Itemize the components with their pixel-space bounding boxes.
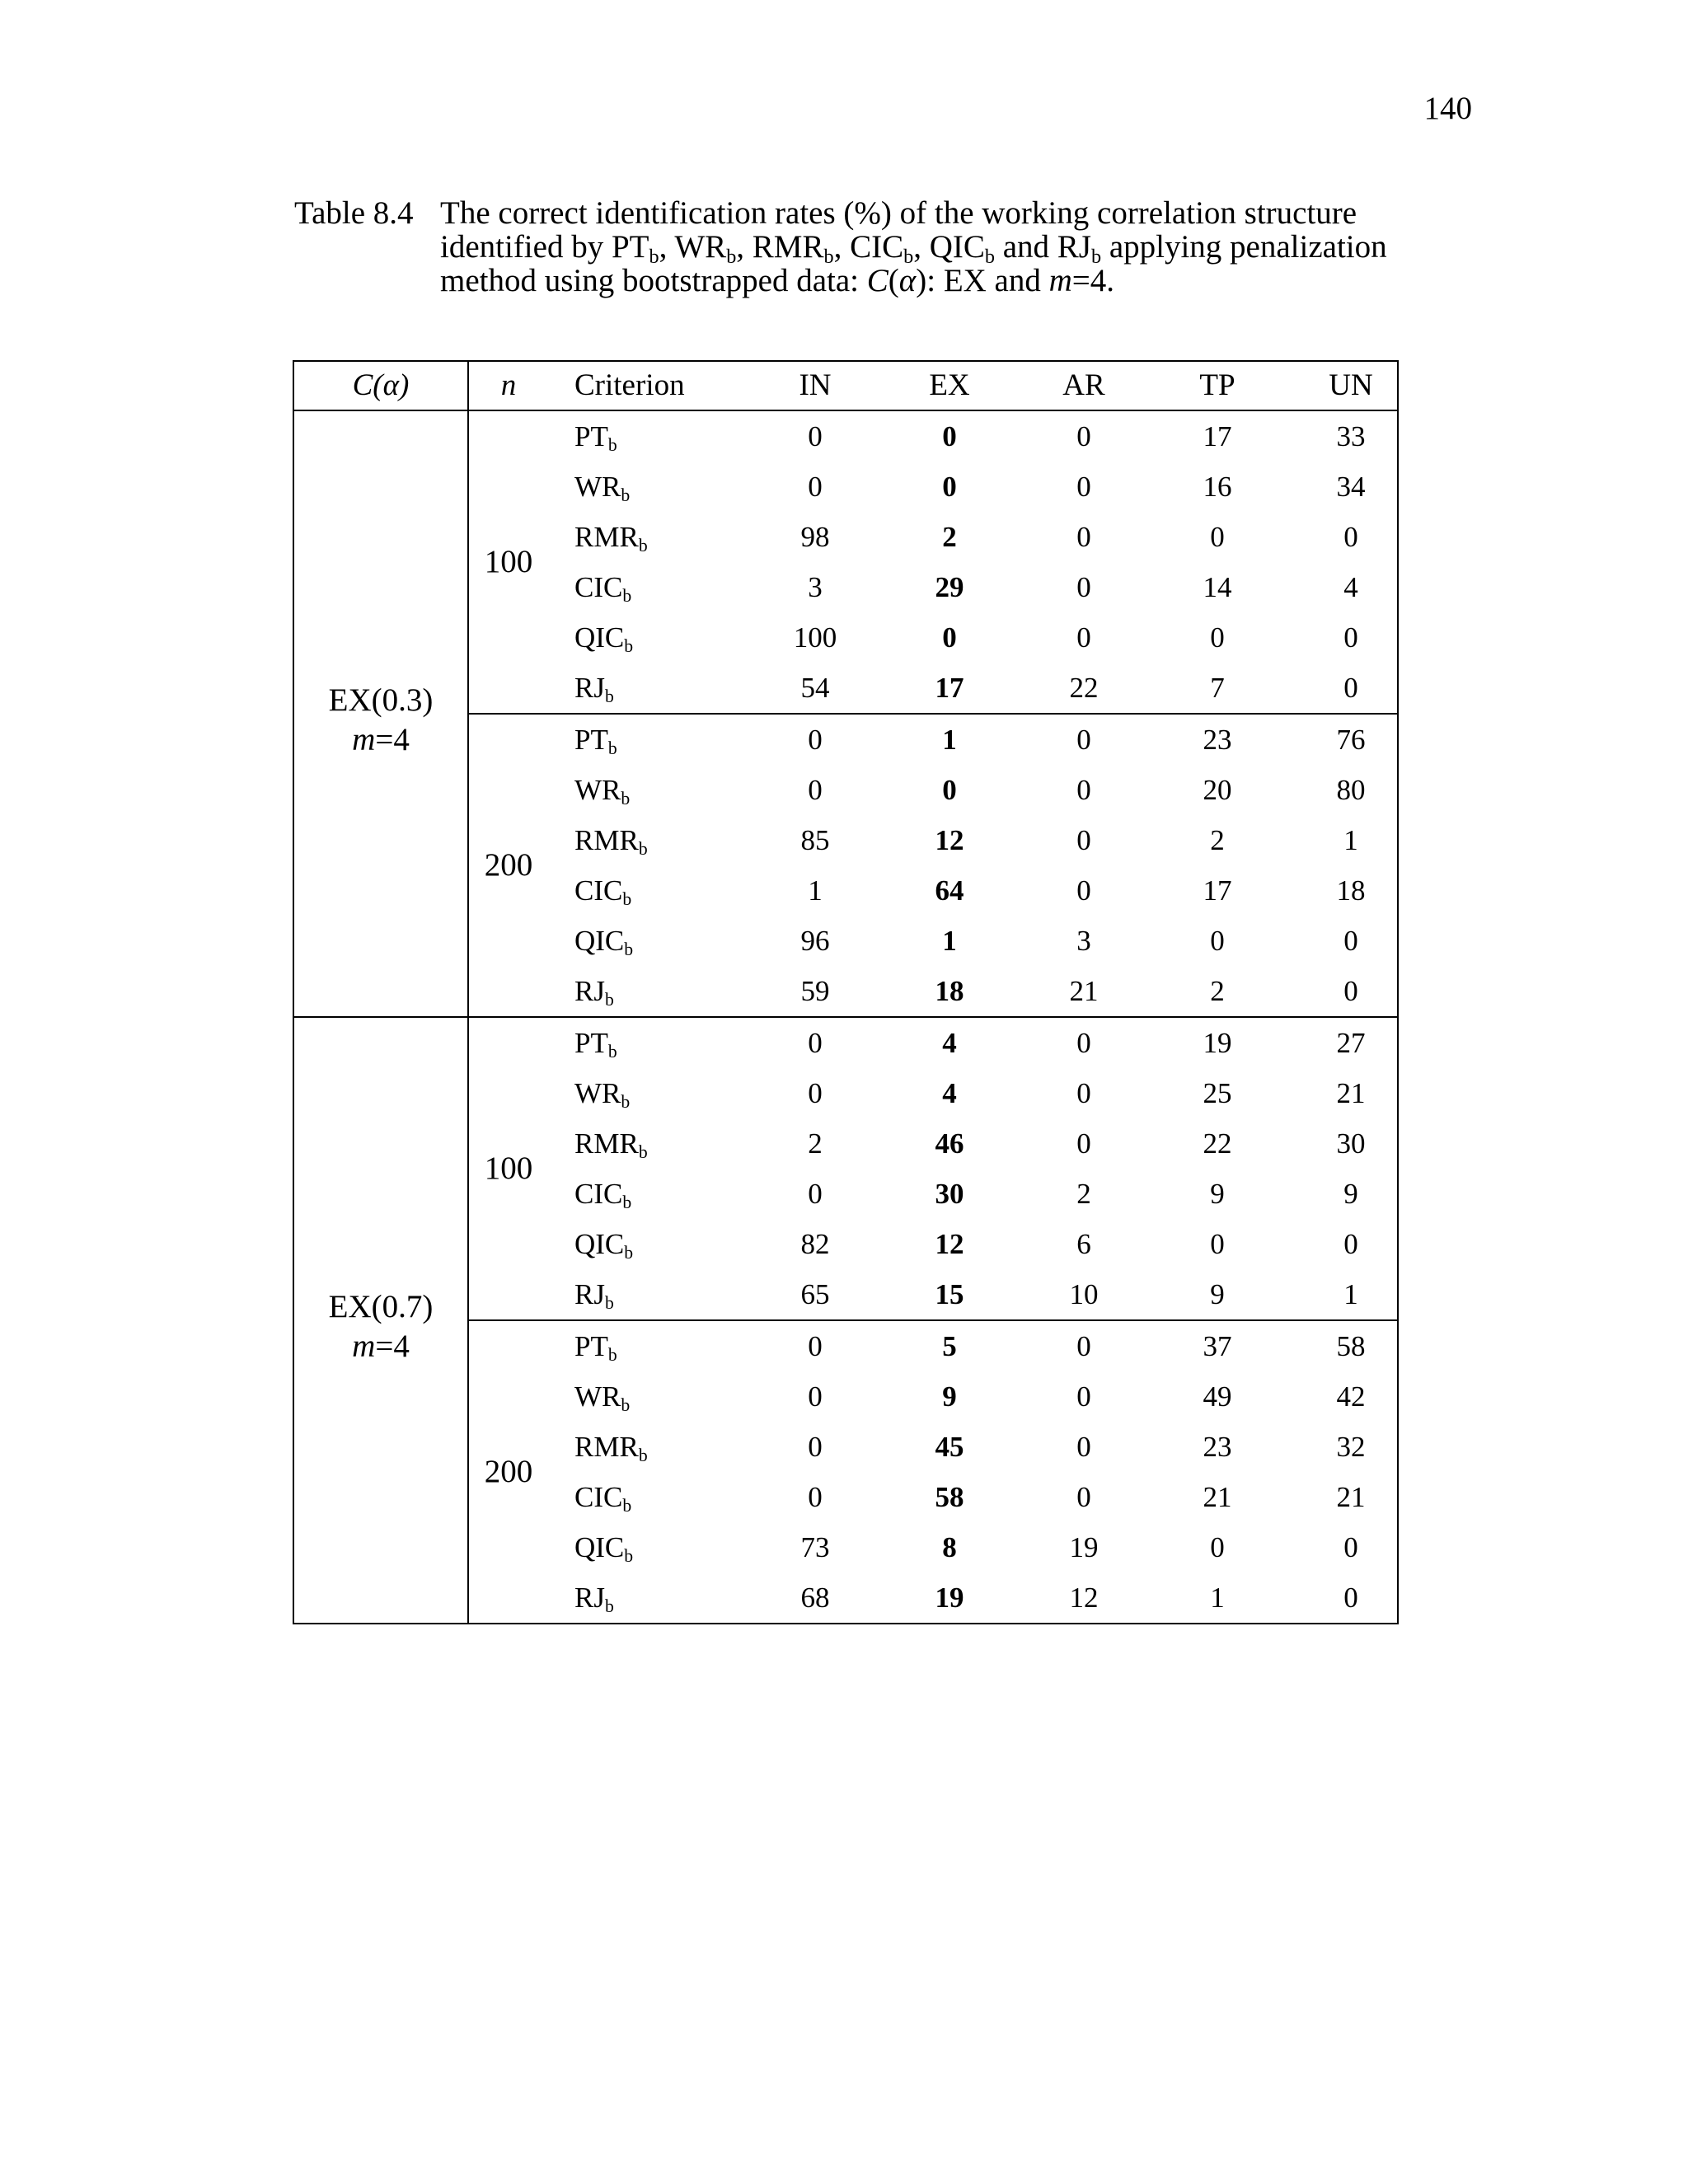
caption-criterion: $PT_b$ [611, 229, 659, 268]
criterion-cell: $PT_b$ [574, 1330, 617, 1366]
in-cell: 0 [808, 420, 823, 452]
table-row [469, 1371, 1397, 1422]
criterion-cell: $RJ_b$ [574, 1278, 614, 1314]
un-cell: 21 [1336, 1077, 1366, 1109]
criterion-subscript: b [622, 1193, 632, 1213]
tp-cell: 2 [1210, 824, 1225, 856]
header-in: IN [799, 368, 832, 402]
criterion-cell: $WR_b$ [574, 471, 631, 506]
header-c-alpha [294, 362, 469, 410]
tp-cell: 0 [1210, 621, 1225, 654]
caption-criterion-subscript: b [726, 245, 737, 268]
tp-cell: 9 [1210, 1278, 1225, 1310]
table-header-row [294, 362, 1397, 411]
un-cell: 1 [1343, 1278, 1358, 1310]
ar-cell: 6 [1076, 1228, 1091, 1260]
ex-cell: 30 [935, 1178, 964, 1210]
sample-size-block [469, 411, 1397, 715]
cluster-size-label [294, 720, 467, 760]
criterion-subscript: b [607, 1345, 617, 1366]
header-ar: AR [1062, 368, 1105, 402]
table-row [469, 1269, 1397, 1319]
sample-size-label: 100 [484, 1151, 533, 1186]
caption-criterion: $RMR_b$ [752, 229, 834, 268]
ar-cell: 19 [1069, 1531, 1099, 1563]
cluster-size-label [294, 1327, 467, 1366]
ar-cell: 22 [1069, 672, 1099, 704]
header-n: n [500, 368, 517, 402]
criterion-cell: $RJ_b$ [574, 1582, 614, 1617]
in-cell: 0 [808, 774, 823, 806]
in-cell: 0 [808, 1431, 823, 1463]
criterion-cell: $RJ_b$ [574, 975, 614, 1010]
caption-criterion-subscript: b [984, 245, 995, 268]
sample-size-label: 200 [484, 1454, 533, 1489]
criterion-cell: $RMR_b$ [574, 521, 648, 556]
in-cell: 0 [808, 1380, 823, 1413]
un-cell: 0 [1343, 925, 1358, 957]
tp-cell: 7 [1210, 672, 1225, 704]
tp-cell: 0 [1210, 1228, 1225, 1260]
caption-line-1: The correct identification rates (%) of the working correlation structure [440, 195, 1357, 231]
tp-cell: 23 [1203, 1431, 1232, 1463]
caption-m-symbol: m [1048, 263, 1072, 298]
ar-cell: 0 [1076, 1380, 1091, 1413]
in-cell: 2 [808, 1127, 823, 1160]
tp-cell: 19 [1203, 1027, 1232, 1059]
criterion-subscript: b [604, 1596, 614, 1617]
cluster-size-value: =4 [375, 1329, 410, 1364]
c-alpha-cell [294, 1018, 469, 1623]
table-group [294, 1018, 1397, 1623]
ar-cell: 0 [1076, 1431, 1091, 1463]
ex-cell: 45 [935, 1431, 964, 1463]
table-row [469, 916, 1397, 966]
criterion-subscript: b [607, 435, 617, 456]
header-alpha-symbol: α [382, 368, 400, 402]
structure-label: EX(0.3) [328, 682, 434, 718]
un-cell: 0 [1343, 975, 1358, 1007]
un-cell: 18 [1336, 874, 1366, 907]
un-cell: 0 [1343, 672, 1358, 704]
table-row [469, 411, 1397, 462]
ex-cell: 4 [942, 1077, 957, 1109]
results-table [293, 360, 1399, 1624]
criterion-cell: $CIC_b$ [574, 571, 632, 607]
table-row [469, 1018, 1397, 1068]
un-cell: 80 [1336, 774, 1366, 806]
criterion-cell: $PT_b$ [574, 420, 617, 456]
table-row [469, 865, 1397, 916]
criterion-subscript: b [624, 1243, 634, 1263]
table-row [469, 1118, 1397, 1169]
in-cell: 54 [800, 672, 830, 704]
criterion-cell: $PT_b$ [574, 1027, 617, 1062]
ar-cell: 0 [1076, 874, 1091, 907]
in-cell: 0 [808, 1027, 823, 1059]
in-cell: 100 [793, 621, 837, 654]
table-group [294, 411, 1397, 1018]
structure-label: EX(0.7) [328, 1289, 434, 1324]
criterion-cell: $RJ_b$ [574, 672, 614, 707]
criterion-subscript: b [638, 536, 648, 556]
table-row [469, 1522, 1397, 1572]
in-cell: 0 [808, 724, 823, 756]
tp-cell: 20 [1203, 774, 1232, 806]
tp-cell: 16 [1203, 471, 1232, 503]
c-alpha-label [294, 1287, 467, 1366]
ex-cell: 15 [935, 1278, 964, 1310]
ex-cell: 19 [935, 1582, 964, 1614]
criterion-cell: $WR_b$ [574, 774, 631, 809]
caption-text [440, 196, 1429, 298]
ex-cell: 2 [942, 521, 957, 553]
criterion-cell: $CIC_b$ [574, 1481, 632, 1516]
criterion-cell: $QIC_b$ [574, 925, 634, 960]
ar-cell: 0 [1076, 1027, 1091, 1059]
table-row [469, 1572, 1397, 1623]
sample-size-blocks [469, 1018, 1397, 1623]
table-row [469, 1472, 1397, 1522]
tp-cell: 2 [1210, 975, 1225, 1007]
un-cell: 0 [1343, 1228, 1358, 1260]
caption-line-2 [440, 229, 1429, 268]
criterion-subscript: b [607, 738, 617, 759]
criterion-subscript: b [624, 1546, 634, 1567]
c-alpha-cell [294, 411, 469, 1016]
ar-cell: 0 [1076, 824, 1091, 856]
ex-cell: 12 [935, 824, 964, 856]
caption-criterion-subscript: b [1090, 245, 1102, 268]
table-row [469, 512, 1397, 562]
caption-label: Table 8.4 [294, 195, 414, 231]
in-cell: 0 [808, 1330, 823, 1362]
caption-line-3-mid: ): EX and [916, 263, 1049, 298]
ex-cell: 0 [942, 471, 957, 503]
caption-line-3: method using bootstrapped data: C(α): EX and m=4. [440, 263, 1115, 298]
table-row [469, 966, 1397, 1016]
un-cell: 34 [1336, 471, 1366, 503]
in-cell: 96 [800, 925, 830, 957]
ex-cell: 17 [935, 672, 964, 704]
criterion-cell: $QIC_b$ [574, 1531, 634, 1567]
un-cell: 21 [1336, 1481, 1366, 1513]
table-row [469, 1321, 1397, 1371]
caption-line-3-end: =4. [1071, 263, 1115, 298]
caption-criterion: $CIC_b$ [850, 229, 914, 268]
tp-cell: 22 [1203, 1127, 1232, 1160]
ar-cell: 0 [1076, 571, 1091, 603]
ar-cell: 0 [1076, 1077, 1091, 1109]
table-body [294, 411, 1397, 1623]
sample-size-label: 100 [484, 544, 533, 579]
un-cell: 27 [1336, 1027, 1366, 1059]
in-cell: 0 [808, 1481, 823, 1513]
un-cell: 0 [1343, 621, 1358, 654]
criterion-cell: $PT_b$ [574, 724, 617, 759]
ex-cell: 5 [942, 1330, 957, 1362]
ar-cell: 0 [1076, 1127, 1091, 1160]
ar-cell: 3 [1076, 925, 1091, 957]
ex-cell: 0 [942, 774, 957, 806]
tp-cell: 17 [1203, 874, 1232, 907]
in-cell: 59 [800, 975, 830, 1007]
ex-cell: 46 [935, 1127, 964, 1160]
c-alpha-label [294, 681, 467, 760]
ar-cell: 0 [1076, 1330, 1091, 1362]
ex-cell: 1 [942, 724, 957, 756]
cluster-size-symbol: m [352, 1329, 376, 1364]
un-cell: 32 [1336, 1431, 1366, 1463]
un-cell: 9 [1343, 1178, 1358, 1210]
criterion-subscript: b [604, 687, 614, 707]
criterion-cell: $CIC_b$ [574, 1178, 632, 1213]
ar-cell: 21 [1069, 975, 1099, 1007]
ar-cell: 0 [1076, 724, 1091, 756]
tp-cell: 25 [1203, 1077, 1232, 1109]
in-cell: 85 [800, 824, 830, 856]
criterion-cell: $WR_b$ [574, 1380, 631, 1416]
ex-cell: 1 [942, 925, 957, 957]
criterion-subscript: b [621, 485, 631, 506]
ar-cell: 0 [1076, 521, 1091, 553]
table-row [469, 562, 1397, 612]
criterion-subscript: b [621, 1092, 631, 1113]
criterion-cell: $CIC_b$ [574, 874, 632, 910]
criterion-subscript: b [622, 586, 632, 607]
ar-cell: 0 [1076, 471, 1091, 503]
in-cell: 1 [808, 874, 823, 907]
sample-size-block [469, 1321, 1397, 1623]
un-cell: 0 [1343, 1582, 1358, 1614]
tp-cell: 37 [1203, 1330, 1232, 1362]
table-row [469, 612, 1397, 663]
un-cell: 58 [1336, 1330, 1366, 1362]
ex-cell: 0 [942, 621, 957, 654]
un-cell: 42 [1336, 1380, 1366, 1413]
criterion-cell: $WR_b$ [574, 1077, 631, 1113]
header-c-alpha-text: C(α) [352, 368, 410, 402]
criterion-subscript: b [604, 990, 614, 1010]
ar-cell: 12 [1069, 1582, 1099, 1614]
tp-cell: 0 [1210, 521, 1225, 553]
ar-cell: 10 [1069, 1278, 1099, 1310]
table-row [469, 1068, 1397, 1118]
un-cell: 30 [1336, 1127, 1366, 1160]
un-cell: 33 [1336, 420, 1366, 452]
in-cell: 3 [808, 571, 823, 603]
caption-c-symbol: C [866, 263, 889, 298]
ar-cell: 0 [1076, 1481, 1091, 1513]
caption-criterion: $WR_b$ [674, 229, 737, 268]
caption-line-2-suffix: applying penalization [1101, 229, 1387, 265]
header-tp: TP [1199, 368, 1236, 402]
criterion-subscript: b [638, 1446, 648, 1466]
criterion-subscript: b [624, 940, 634, 960]
caption-criterion-subscript: b [903, 245, 914, 268]
table-row [469, 765, 1397, 815]
cluster-size-symbol: m [352, 722, 376, 757]
in-cell: 98 [800, 521, 830, 553]
header-ex: EX [929, 368, 970, 402]
ex-cell: 64 [935, 874, 964, 907]
caption-criteria-list: $PT_b$, $WR_b$, $RMR_b$, $CIC_b$, $QIC_b$ and $RJ_b$ [611, 229, 1102, 268]
caption-criterion: $QIC_b$ [929, 229, 995, 268]
criterion-subscript: b [621, 789, 631, 809]
caption-criterion-subscript: b [649, 245, 659, 268]
criterion-subscript: b [624, 636, 634, 657]
in-cell: 0 [808, 1077, 823, 1109]
in-cell: 0 [808, 471, 823, 503]
un-cell: 0 [1343, 1531, 1358, 1563]
tp-cell: 23 [1203, 724, 1232, 756]
table-row [469, 715, 1397, 765]
ex-cell: 18 [935, 975, 964, 1007]
ex-cell: 4 [942, 1027, 957, 1059]
caption-criterion-subscript: b [823, 245, 834, 268]
cluster-size-value: =4 [375, 722, 410, 757]
tp-cell: 17 [1203, 420, 1232, 452]
tp-cell: 0 [1210, 1531, 1225, 1563]
criterion-subscript: b [638, 839, 648, 860]
criterion-cell: $QIC_b$ [574, 1228, 634, 1263]
sample-size-block [469, 715, 1397, 1016]
un-cell: 76 [1336, 724, 1366, 756]
ex-cell: 29 [935, 571, 964, 603]
page-number: 140 [1423, 91, 1472, 126]
un-cell: 1 [1343, 824, 1358, 856]
ar-cell: 0 [1076, 774, 1091, 806]
header-c-symbol: C [352, 368, 373, 402]
ar-cell: 0 [1076, 420, 1091, 452]
caption-criterion: $RJ_b$ [1057, 229, 1102, 268]
un-cell: 4 [1343, 571, 1358, 603]
caption-alpha-symbol: α [898, 263, 917, 298]
ex-cell: 12 [935, 1228, 964, 1260]
sample-size-block [469, 1018, 1397, 1321]
table-row [469, 462, 1397, 512]
tp-cell: 21 [1203, 1481, 1232, 1513]
in-cell: 73 [800, 1531, 830, 1563]
caption-line-3-prefix: method using bootstrapped data: [440, 263, 867, 298]
criterion-subscript: b [622, 889, 632, 910]
caption-line-2-prefix: identified by [440, 229, 612, 265]
criterion-subscript: b [638, 1142, 648, 1163]
ex-cell: 58 [935, 1481, 964, 1513]
in-cell: 82 [800, 1228, 830, 1260]
criterion-cell: $RMR_b$ [574, 1127, 648, 1163]
header-criterion: Criterion [574, 368, 685, 402]
ex-cell: 9 [942, 1380, 957, 1413]
sample-size-blocks [469, 411, 1397, 1016]
in-cell: 68 [800, 1582, 830, 1614]
criterion-subscript: b [622, 1496, 632, 1516]
table-row [469, 1422, 1397, 1472]
table-row [469, 663, 1397, 713]
criterion-cell: $QIC_b$ [574, 621, 634, 657]
ar-cell: 0 [1076, 621, 1091, 654]
tp-cell: 0 [1210, 925, 1225, 957]
header-un: UN [1329, 368, 1373, 402]
table-row [469, 1219, 1397, 1269]
ar-cell: 2 [1076, 1178, 1091, 1210]
tp-cell: 1 [1210, 1582, 1225, 1614]
in-cell: 65 [800, 1278, 830, 1310]
tp-cell: 49 [1203, 1380, 1232, 1413]
ex-cell: 8 [942, 1531, 957, 1563]
criterion-cell: $RMR_b$ [574, 1431, 648, 1466]
criterion-subscript: b [604, 1293, 614, 1314]
ex-cell: 0 [942, 420, 957, 452]
sample-size-label: 200 [484, 847, 533, 883]
in-cell: 0 [808, 1178, 823, 1210]
criterion-cell: $RMR_b$ [574, 824, 648, 860]
table-row [469, 815, 1397, 865]
criterion-subscript: b [621, 1395, 631, 1416]
criterion-subscript: b [607, 1042, 617, 1062]
un-cell: 0 [1343, 521, 1358, 553]
tp-cell: 14 [1203, 571, 1232, 603]
table-row [469, 1169, 1397, 1219]
tp-cell: 9 [1210, 1178, 1225, 1210]
